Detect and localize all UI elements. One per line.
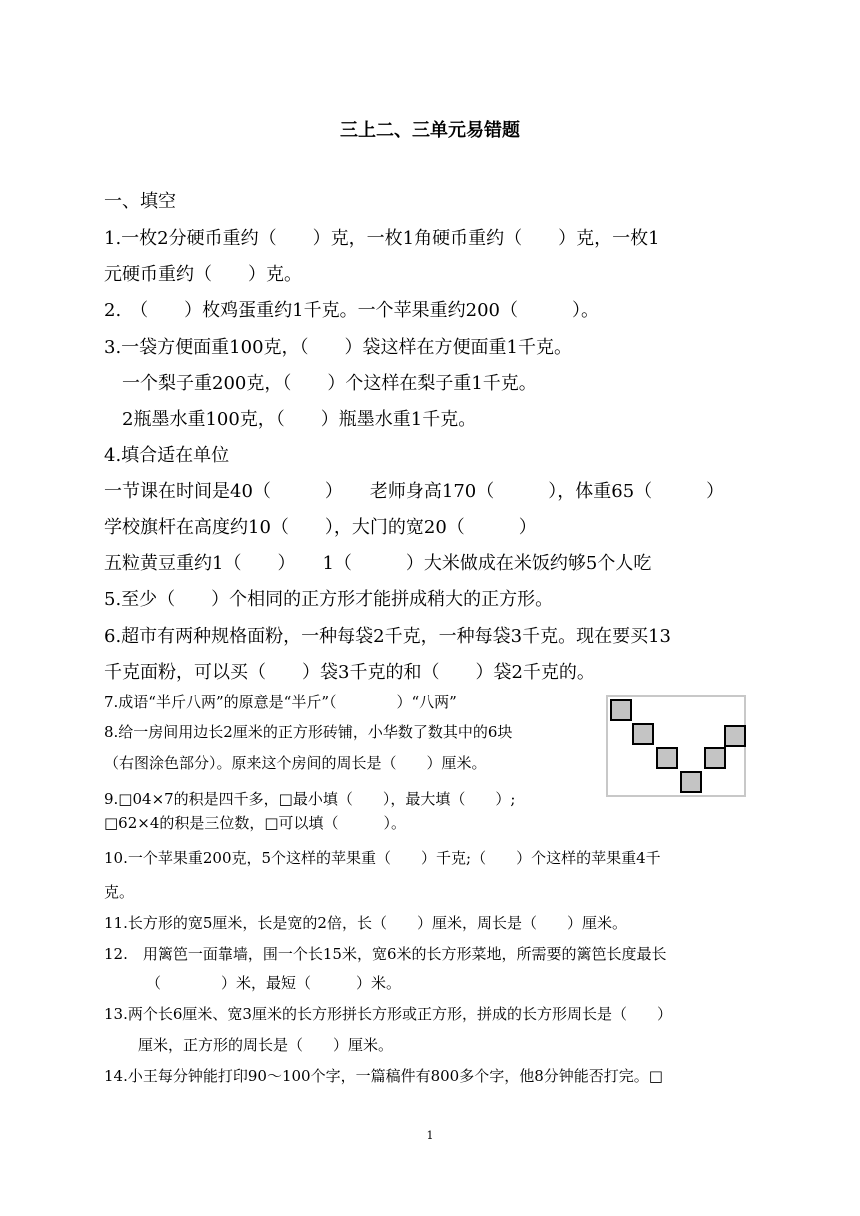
question-line: 14.小王每分钟能打印90～100个字，一篇稿件有800多个字，他8分钟能否打完。□ (104, 1067, 663, 1085)
question-line: 千克面粉，可以买（ ）袋3千克的和（ ）袋2千克的。 (104, 662, 595, 683)
question-line: 12. 用篱笆一面靠墙，围一个长15米，宽6米的长方形菜地，所需要的篱笆长度最长 (104, 945, 667, 963)
question-line: 厘米，正方形的周长是（ ）厘米。 (138, 1036, 394, 1054)
shaded-tile (680, 771, 702, 793)
question-line: □62×4的积是三位数，□可以填（ ）。 (104, 814, 407, 832)
tile-grid-figure (606, 695, 746, 797)
question-line: 5.至少（ ）个相同的正方形才能拼成稍大的正方形。 (104, 589, 554, 610)
shaded-tile (656, 747, 678, 769)
question-line: 7.成语“半斤八两”的原意是“半斤”（ ）“八两” (104, 693, 457, 711)
question-line: 2瓶墨水重100克，（ ）瓶墨水重1千克。 (122, 409, 477, 430)
page-title: 三上二、三单元易错题 (340, 120, 520, 141)
question-line: 2. （ ）枚鸡蛋重约1千克。一个苹果重约200（ ）。 (104, 300, 599, 321)
question-line: （右图涂色部分）。原来这个房间的周长是（ ）厘米。 (104, 754, 487, 772)
shaded-tile (632, 723, 654, 745)
question-line: 13.两个长6厘米、宽3厘米的长方形拼长方形或正方形，拼成的长方形周长是（ ） (104, 1005, 672, 1023)
page-number: 1 (426, 1129, 434, 1142)
question-line: 1.一枚2分硬币重约（ ）克，一枚1角硬币重约（ ）克，一枚1 (104, 228, 660, 249)
question-line: 五粒黄豆重约1（ ） 1（ ）大米做成在米饭约够5个人吃 (104, 553, 652, 574)
question-line: 一个梨子重200克，（ ）个这样在梨子重1千克。 (122, 373, 537, 394)
question-line: （ ）米，最短（ ）米。 (146, 974, 402, 992)
question-line: 11.长方形的宽5厘米，长是宽的2倍，长（ ）厘米，周长是（ ）厘米。 (104, 914, 627, 932)
shaded-tile (704, 747, 726, 769)
section-heading: 一、填空 (104, 191, 176, 212)
shaded-tile (610, 699, 632, 721)
question-line: 3.一袋方便面重100克，（ ）袋这样在方便面重1千克。 (104, 337, 572, 358)
question-line: 克。 (104, 883, 135, 901)
question-line: 4.填合适在单位 (104, 445, 230, 466)
question-line: 学校旗杆在高度约10（ ），大门的宽20（ ） (104, 517, 537, 538)
question-line: 一节课在时间是40（ ） 老师身高170（ ），体重65（ ） (104, 481, 725, 502)
question-line: 10.一个苹果重200克，5个这样的苹果重（ ）千克;（ ）个这样的苹果重4千 (104, 849, 661, 867)
question-line: 6.超市有两种规格面粉，一种每袋2千克，一种每袋3千克。现在要买13 (104, 626, 671, 647)
shaded-tile (724, 725, 746, 747)
question-line: 8.给一房间用边长2厘米的正方形砖铺，小华数了数其中的6块 (104, 723, 513, 741)
question-line: 9.□04×7的积是四千多，□最小填（ ），最大填（ ）; (104, 790, 516, 808)
question-line: 元硬币重约（ ）克。 (104, 264, 302, 285)
